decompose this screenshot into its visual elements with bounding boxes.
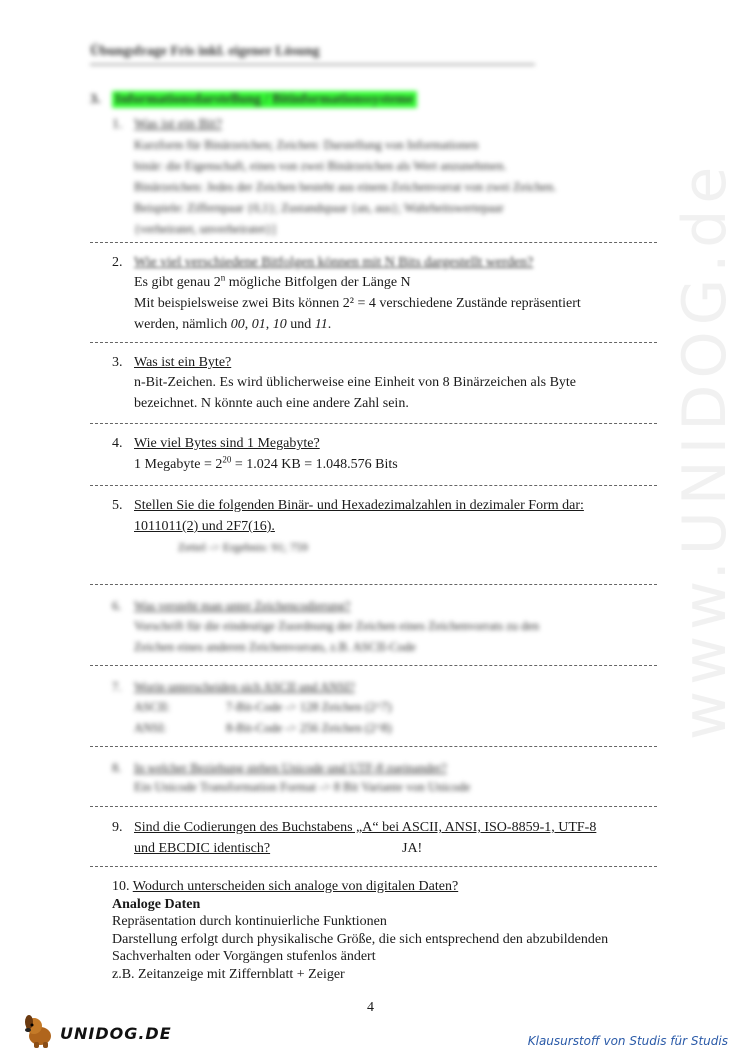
question-4 — [112, 433, 320, 454]
subheading: Analoge Daten — [112, 896, 201, 912]
answer-9: JA! — [402, 841, 423, 856]
superscript: n — [220, 272, 226, 283]
answer-line: Vorschrift für die eindeutige Zuordnung der Zeichen eines Zeichenvorrats zu den — [134, 619, 540, 633]
value: 10 — [272, 317, 287, 332]
question-number: 3. — [112, 355, 123, 370]
question-title: Wie viel verschiedene Bitfolgen können mit N Bits dargestellt werden? — [134, 255, 534, 270]
question-3 — [112, 352, 231, 373]
question-7 — [112, 677, 355, 698]
question-9 — [112, 817, 596, 859]
answer-line: Sachverhalten oder Vorgängen stufenlos ändert — [112, 949, 376, 964]
text: 1 Megabyte = 2 — [134, 457, 223, 472]
question-title: Worin unterscheiden sich ASCII und ANSI? — [134, 680, 355, 694]
question-6 — [112, 596, 350, 617]
question-number: 1. — [112, 117, 123, 132]
question-10 — [112, 878, 672, 983]
divider — [90, 242, 657, 243]
divider — [90, 584, 657, 585]
question-number: 9. — [112, 820, 123, 835]
question-2 — [112, 252, 533, 273]
label: ANSI: — [134, 721, 167, 735]
question-5 — [112, 495, 584, 537]
value: 01 — [251, 317, 266, 332]
text: mögliche Bitfolgen der Länge N — [225, 275, 411, 290]
answer-line: bezeichnet. N könnte auch eine andere Zahl sein. — [134, 396, 409, 411]
logo-text: UNIDOG.DE — [60, 1024, 172, 1043]
section-title: Informationsdarstellung / Bitinformationssysteme — [112, 91, 417, 108]
answer-line: n-Bit-Zeichen. Es wird üblicherweise eine Einheit von 8 Binärzeichen als Byte — [134, 375, 577, 390]
answer-line — [134, 272, 581, 293]
text: = 1.024 KB = 1.048.576 Bits — [231, 457, 398, 472]
text: , — [265, 317, 273, 332]
answer-line: Kurzform für Binärzeichen; Zeichen: Darstellung von Informationen — [134, 138, 479, 152]
answer-line: Zeichen eines anderen Zeichenvorrats, z.B. ASCII-Code — [134, 640, 416, 654]
question-1 — [112, 114, 222, 135]
answer-line: z.B. Zeitanzeige mit Ziffernblatt + Zeiger — [112, 966, 345, 982]
unidog-logo — [20, 1010, 172, 1050]
answer-1 — [134, 135, 556, 240]
answer-line: Mit beispielsweise zwei Bits können 2² = 4 verschiedene Zustände repräsentiert — [134, 296, 581, 311]
question-title: Stellen Sie die folgenden Binär- und Hexadezimalzahlen in dezimaler Form dar: — [134, 498, 584, 513]
question-number: 7. — [112, 680, 122, 694]
question-title-cont: und EBCDIC identisch? — [134, 841, 271, 856]
document-header: Übungsfrage Fris inkl. eigener Lösung — [90, 44, 535, 65]
question-title: Wodurch unterscheiden sich analoge von digitalen Daten? — [132, 879, 459, 894]
question-title-cont: 1011011(2) und 2F7(16). — [134, 519, 275, 534]
question-title: Sind die Codierungen des Buchstabens „A“ bei ASCII, ANSI, ISO-8859-1, UTF-8 — [134, 820, 597, 835]
question-title: Wie viel Bytes sind 1 Megabyte? — [134, 436, 320, 451]
answer-line: Beispiele: Ziffernpaar {0,1}; Zustandspaar {an, aus}; Wahrheitswertepaar — [134, 201, 504, 215]
section-number: 3. — [90, 92, 101, 107]
footer-tagline: Klausurstoff von Studis für Studis — [527, 1034, 728, 1048]
text: , — [244, 317, 252, 332]
section-heading — [90, 92, 417, 108]
text: und — [286, 317, 315, 332]
answer-line: binär: die Eigenschaft, eines von zwei Binärzeichen als Wert anzunehmen. — [134, 159, 507, 173]
value: 00 — [230, 317, 245, 332]
question-number: 6. — [112, 599, 122, 613]
question-title: In welcher Beziehung stehen Unicode und UTF-8 zueinander? — [134, 761, 447, 775]
answer-row — [134, 718, 392, 739]
answer-row — [134, 697, 392, 718]
answer-8: Ein Unicode Transformation Format -> 8 Bit Variante von Unicode — [134, 780, 471, 794]
page-number: 4 — [367, 1000, 374, 1015]
text: . — [327, 317, 332, 332]
answer-line: Binärzeichen: Jedes der Zeichen besteht aus einem Zeichenvorrat von zwei Zeichen. — [134, 180, 557, 194]
answer-3 — [134, 372, 576, 414]
value: 8-Bit-Code -> 256 Zeichen (2^8) — [226, 721, 392, 735]
text: Es gibt genau 2 — [134, 275, 221, 290]
divider — [90, 746, 657, 747]
question-number: 2. — [112, 255, 123, 270]
divider — [90, 806, 657, 807]
question-number: 8. — [112, 761, 122, 775]
answer-line — [134, 314, 581, 335]
value: 7-Bit-Code -> 128 Zeichen (2^7) — [226, 700, 392, 714]
superscript: 20 — [222, 454, 232, 465]
question-title: Was ist ein Bit? — [134, 117, 222, 132]
text: werden, nämlich — [134, 317, 231, 332]
divider — [90, 866, 657, 867]
dog-icon — [20, 1010, 64, 1050]
question-number: 5. — [112, 498, 123, 513]
divider — [90, 485, 657, 486]
question-number: 10. — [112, 879, 130, 894]
answer-6 — [134, 616, 539, 658]
answer-line: Darstellung erfolgt durch physikalische Größe, die sich entsprechend den abzubildenden — [112, 931, 609, 947]
value: 11 — [314, 317, 328, 332]
question-title: Was ist ein Byte? — [134, 355, 232, 370]
question-title: Was versteht man unter Zeichencodierung? — [134, 599, 351, 613]
answer-line: Repräsentation durch kontinuierliche Funktionen — [112, 914, 387, 929]
question-8 — [112, 758, 447, 779]
answer-4 — [134, 454, 398, 475]
answer-7 — [134, 697, 392, 739]
divider — [90, 342, 657, 343]
divider — [90, 423, 657, 424]
answer-5: Zettel -> Ergebnis: 91; 759 — [178, 540, 308, 554]
divider — [90, 665, 657, 666]
answer-2 — [134, 272, 581, 335]
label: ASCII: — [134, 700, 171, 714]
watermark: www.UNIDOG.de — [670, 160, 740, 740]
answer-line: {verheiratet, unverheiratet}] — [134, 222, 276, 236]
question-number: 4. — [112, 436, 123, 451]
